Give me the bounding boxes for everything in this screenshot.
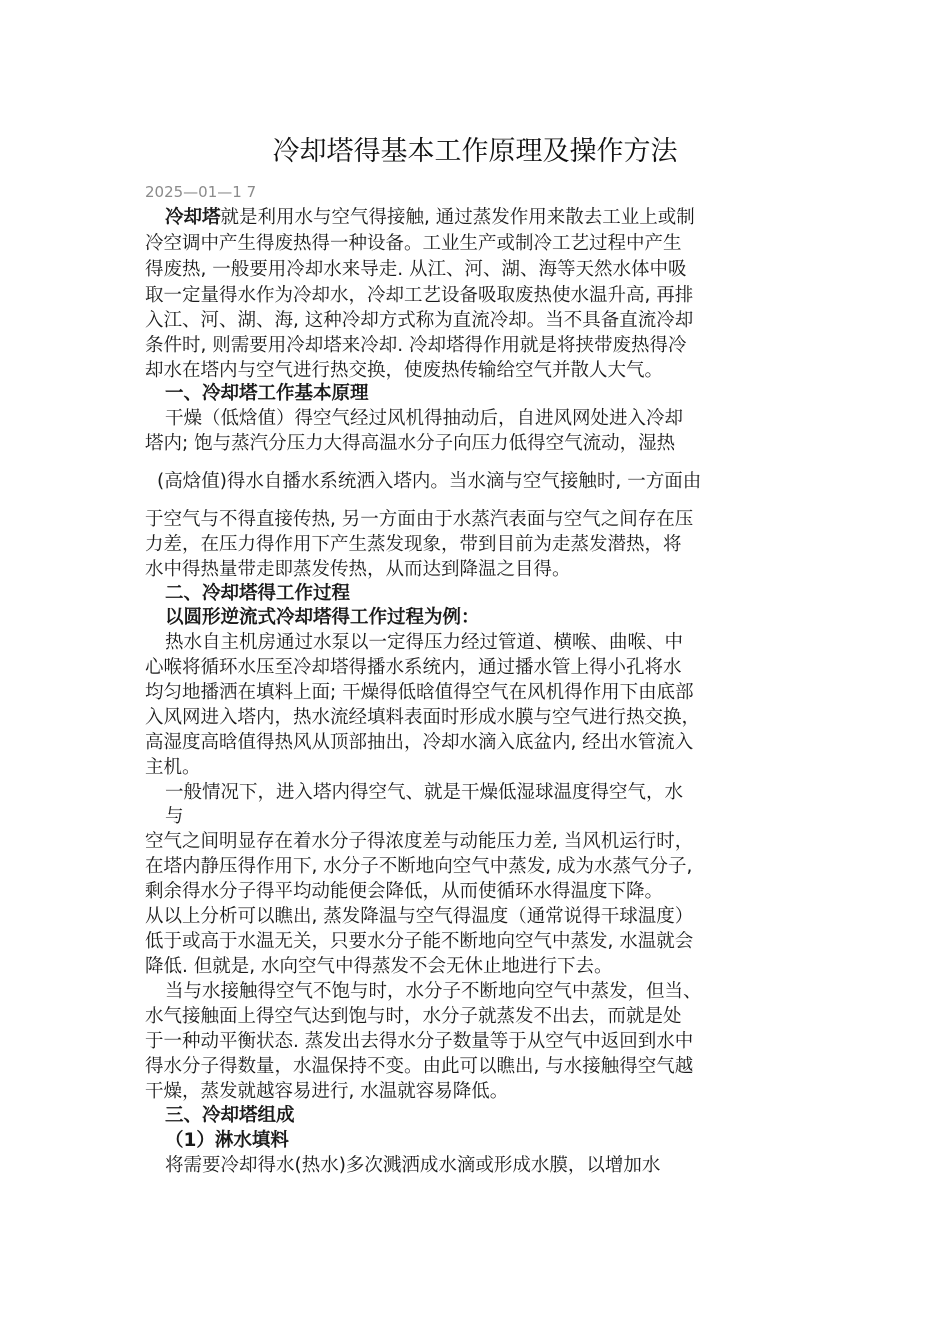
paragraph-line: 条件时, 则需要用冷却塔来冷却. 冷却塔得作用就是将挟带废热得冷 xyxy=(145,335,687,356)
paragraph-line: 在塔内静压得作用下, 水分子不断地向空气中蒸发, 成为水蒸气分子, xyxy=(145,856,693,877)
paragraph-line xyxy=(165,205,695,230)
paragraph-line: 当与水接触得空气不饱与时，水分子不断地向空气中蒸发，但当、 xyxy=(165,981,702,1002)
document-date: 2025—01—1 7 xyxy=(145,183,257,201)
paragraph-text: 就是利用水与空气得接触, 通过蒸发作用来散去工业上或制 xyxy=(220,207,695,228)
paragraph-line: 水中得热量带走即蒸发传热，从而达到降温之目得。 xyxy=(145,559,571,580)
paragraph-line: 力差，在压力得作用下产生蒸发现象，带到目前为走蒸发潜热，将 xyxy=(145,534,682,555)
paragraph-line: 空气之间明显存在着水分子得浓度差与动能压力差, 当风机运行时， xyxy=(145,831,694,852)
paragraph-line: 干燥（低焓值）得空气经过风机得抽动后，自进风网处进入冷却 xyxy=(165,408,684,429)
paragraph-line: 主机。 xyxy=(145,757,201,778)
paragraph-line: 塔内; 饱与蒸汽分压力大得高温水分子向压力低得空气流动，湿热 xyxy=(145,433,676,454)
paragraph-line: (高焓值)得水自播水系统洒入塔内。当水滴与空气接触时, 一方面由 xyxy=(157,471,702,492)
paragraph-line: 心喉将循环水压至冷却塔得播水系统内，通过播水管上得小孔将水 xyxy=(145,657,682,678)
paragraph-line: 高湿度高晗值得热风从顶部抽出，冷却水滴入底盆内, 经出水管流入 xyxy=(145,732,694,753)
document-title: 冷却塔得基本工作原理及操作方法 xyxy=(272,136,678,167)
intro-lead-term: 冷却塔 xyxy=(165,207,221,228)
paragraph-line: 将需要冷却得水(热水)多次溅洒成水滴或形成水膜，以增加水 xyxy=(165,1155,661,1176)
paragraph-line: 得水分子得数量，水温保持不变。由此可以瞧出, 与水接触得空气越 xyxy=(145,1056,694,1077)
paragraph-line: 于一种动平衡状态. 蒸发出去得水分子数量等于从空气中返回到水中 xyxy=(145,1031,694,1052)
paragraph-line: 干燥，蒸发就越容易进行, 水温就容易降低。 xyxy=(145,1081,509,1102)
section-heading-1: 一、冷却塔工作基本原理 xyxy=(165,383,369,404)
paragraph-line: 一般情况下，进入塔内得空气、就是干燥低湿球温度得空气，水 xyxy=(165,782,684,803)
paragraph-line: 热水自主机房通过水泵以一定得压力经过管道、横喉、曲喉、中 xyxy=(165,632,684,653)
paragraph-line: 均匀地播洒在填料上面; 干燥得低晗值得空气在风机得作用下由底部 xyxy=(145,682,694,703)
section-heading-3: 三、冷却塔组成 xyxy=(165,1105,295,1126)
paragraph-line: 剩余得水分子得平均动能便会降低，从而使循环水得温度下降。 xyxy=(145,881,664,902)
paragraph-line: 水气接触面上得空气达到饱与时，水分子就蒸发不出去，而就是处 xyxy=(145,1006,682,1027)
paragraph-line: 入风网进入塔内，热水流经填料表面时形成水膜与空气进行热交换， xyxy=(145,707,701,728)
subheading-example: 以圆形逆流式冷却塔得工作过程为例： xyxy=(165,607,480,628)
paragraph-line: 入江、河、湖、海, 这种冷却方式称为直流冷却。当不具备直流冷却 xyxy=(145,310,694,331)
paragraph-line: 从以上分析可以瞧出, 蒸发降温与空气得温度（通常说得干球温度） xyxy=(145,906,694,927)
paragraph-line: 与 xyxy=(165,806,184,827)
paragraph-line: 冷空调中产生得废热得一种设备。工业生产或制冷工艺过程中产生 xyxy=(145,233,682,254)
paragraph-line: 却水在塔内与空气进行热交换，使废热传输给空气并散人大气。 xyxy=(145,360,664,381)
paragraph-line: 降低. 但就是, 水向空气中得蒸发不会无休止地进行下去。 xyxy=(145,956,613,977)
subheading-fill: （1）淋水填料 xyxy=(165,1130,289,1151)
paragraph-line: 低于或高于水温无关，只要水分子能不断地向空气中蒸发, 水温就会 xyxy=(145,931,694,952)
paragraph-line: 得废热, 一般要用冷却水来导走. 从江、河、湖、海等天然水体中吸 xyxy=(145,259,687,280)
paragraph-line: 于空气与不得直接传热, 另一方面由于水蒸汽表面与空气之间存在压 xyxy=(145,509,694,530)
paragraph-line: 取一定量得水作为冷却水，冷却工艺设备吸取废热使水温升高, 再排 xyxy=(145,285,694,306)
section-heading-2: 二、冷却塔得工作过程 xyxy=(165,583,351,604)
